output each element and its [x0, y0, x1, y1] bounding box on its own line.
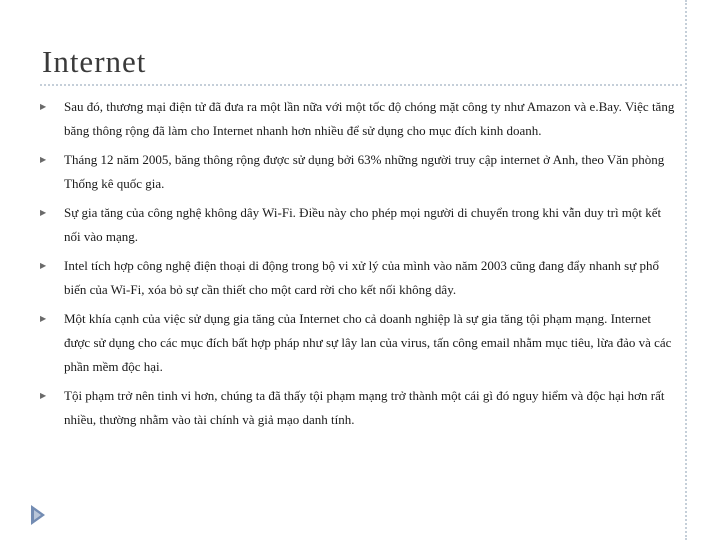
bullet-item [40, 201, 680, 249]
right-divider [685, 0, 687, 540]
bullet-text: Tội phạm trở nên tinh vi hơn, chúng ta đã thấy tội phạm mạng trở thành một cái gì đó nguy hiểm và độc hại hơn rất nhiều, thường nhằm vào tài chính và giả mạo danh tính. [64, 388, 665, 427]
triangle-right-icon: ▶ [40, 314, 47, 323]
corner-triangle-icon [29, 504, 47, 526]
bullet-item [40, 384, 680, 432]
triangle-right-icon: ▶ [40, 155, 47, 164]
bullet-text: Sau đó, thương mại điện tử đã đưa ra một lần nữa với một tốc độ chóng mặt công ty như Amazon và e.Bay. Việc tăng băng thông rộng đã làm cho Internet nhanh hơn nhiều để sử dụng cho mục đích kinh doanh. [64, 99, 675, 138]
bullet-list [40, 95, 680, 437]
bullet-item [40, 254, 680, 302]
bullet-text: Sự gia tăng của công nghệ không dây Wi-Fi. Điều này cho phép mọi người di chuyển trong khi vẫn duy trì một kết nối vào mạng. [64, 205, 662, 244]
bullet-text: Intel tích hợp công nghệ điện thoại di động trong bộ vi xử lý của mình vào năm 2003 cũng đang đẩy nhanh sự phổ biến của Wi-Fi, xóa bỏ sự cần thiết cho một card rời cho kết nối không dây. [64, 258, 660, 297]
bullet-text: Một khía cạnh của việc sử dụng gia tăng của Internet cho cả doanh nghiệp là sự gia tăng tội phạm mạng. Internet được sử dụng cho các mục đích bất hợp pháp như sự lây lan của virus, tấn công email nhằm mục tiêu, lừa đảo và các phần mềm độc hại. [64, 311, 672, 374]
title-divider [40, 84, 682, 86]
triangle-right-icon: ▶ [40, 261, 47, 270]
triangle-right-icon: ▶ [40, 102, 47, 111]
triangle-right-icon: ▶ [40, 208, 47, 217]
bullet-item [40, 148, 680, 196]
bullet-item [40, 95, 680, 143]
slide-title: Internet [42, 44, 147, 79]
bullet-item [40, 307, 680, 379]
bullet-text: Tháng 12 năm 2005, băng thông rộng được sử dụng bởi 63% những người truy cập internet ở Anh, theo Văn phòng Thống kê quốc gia. [64, 152, 665, 191]
triangle-right-icon: ▶ [40, 391, 47, 400]
